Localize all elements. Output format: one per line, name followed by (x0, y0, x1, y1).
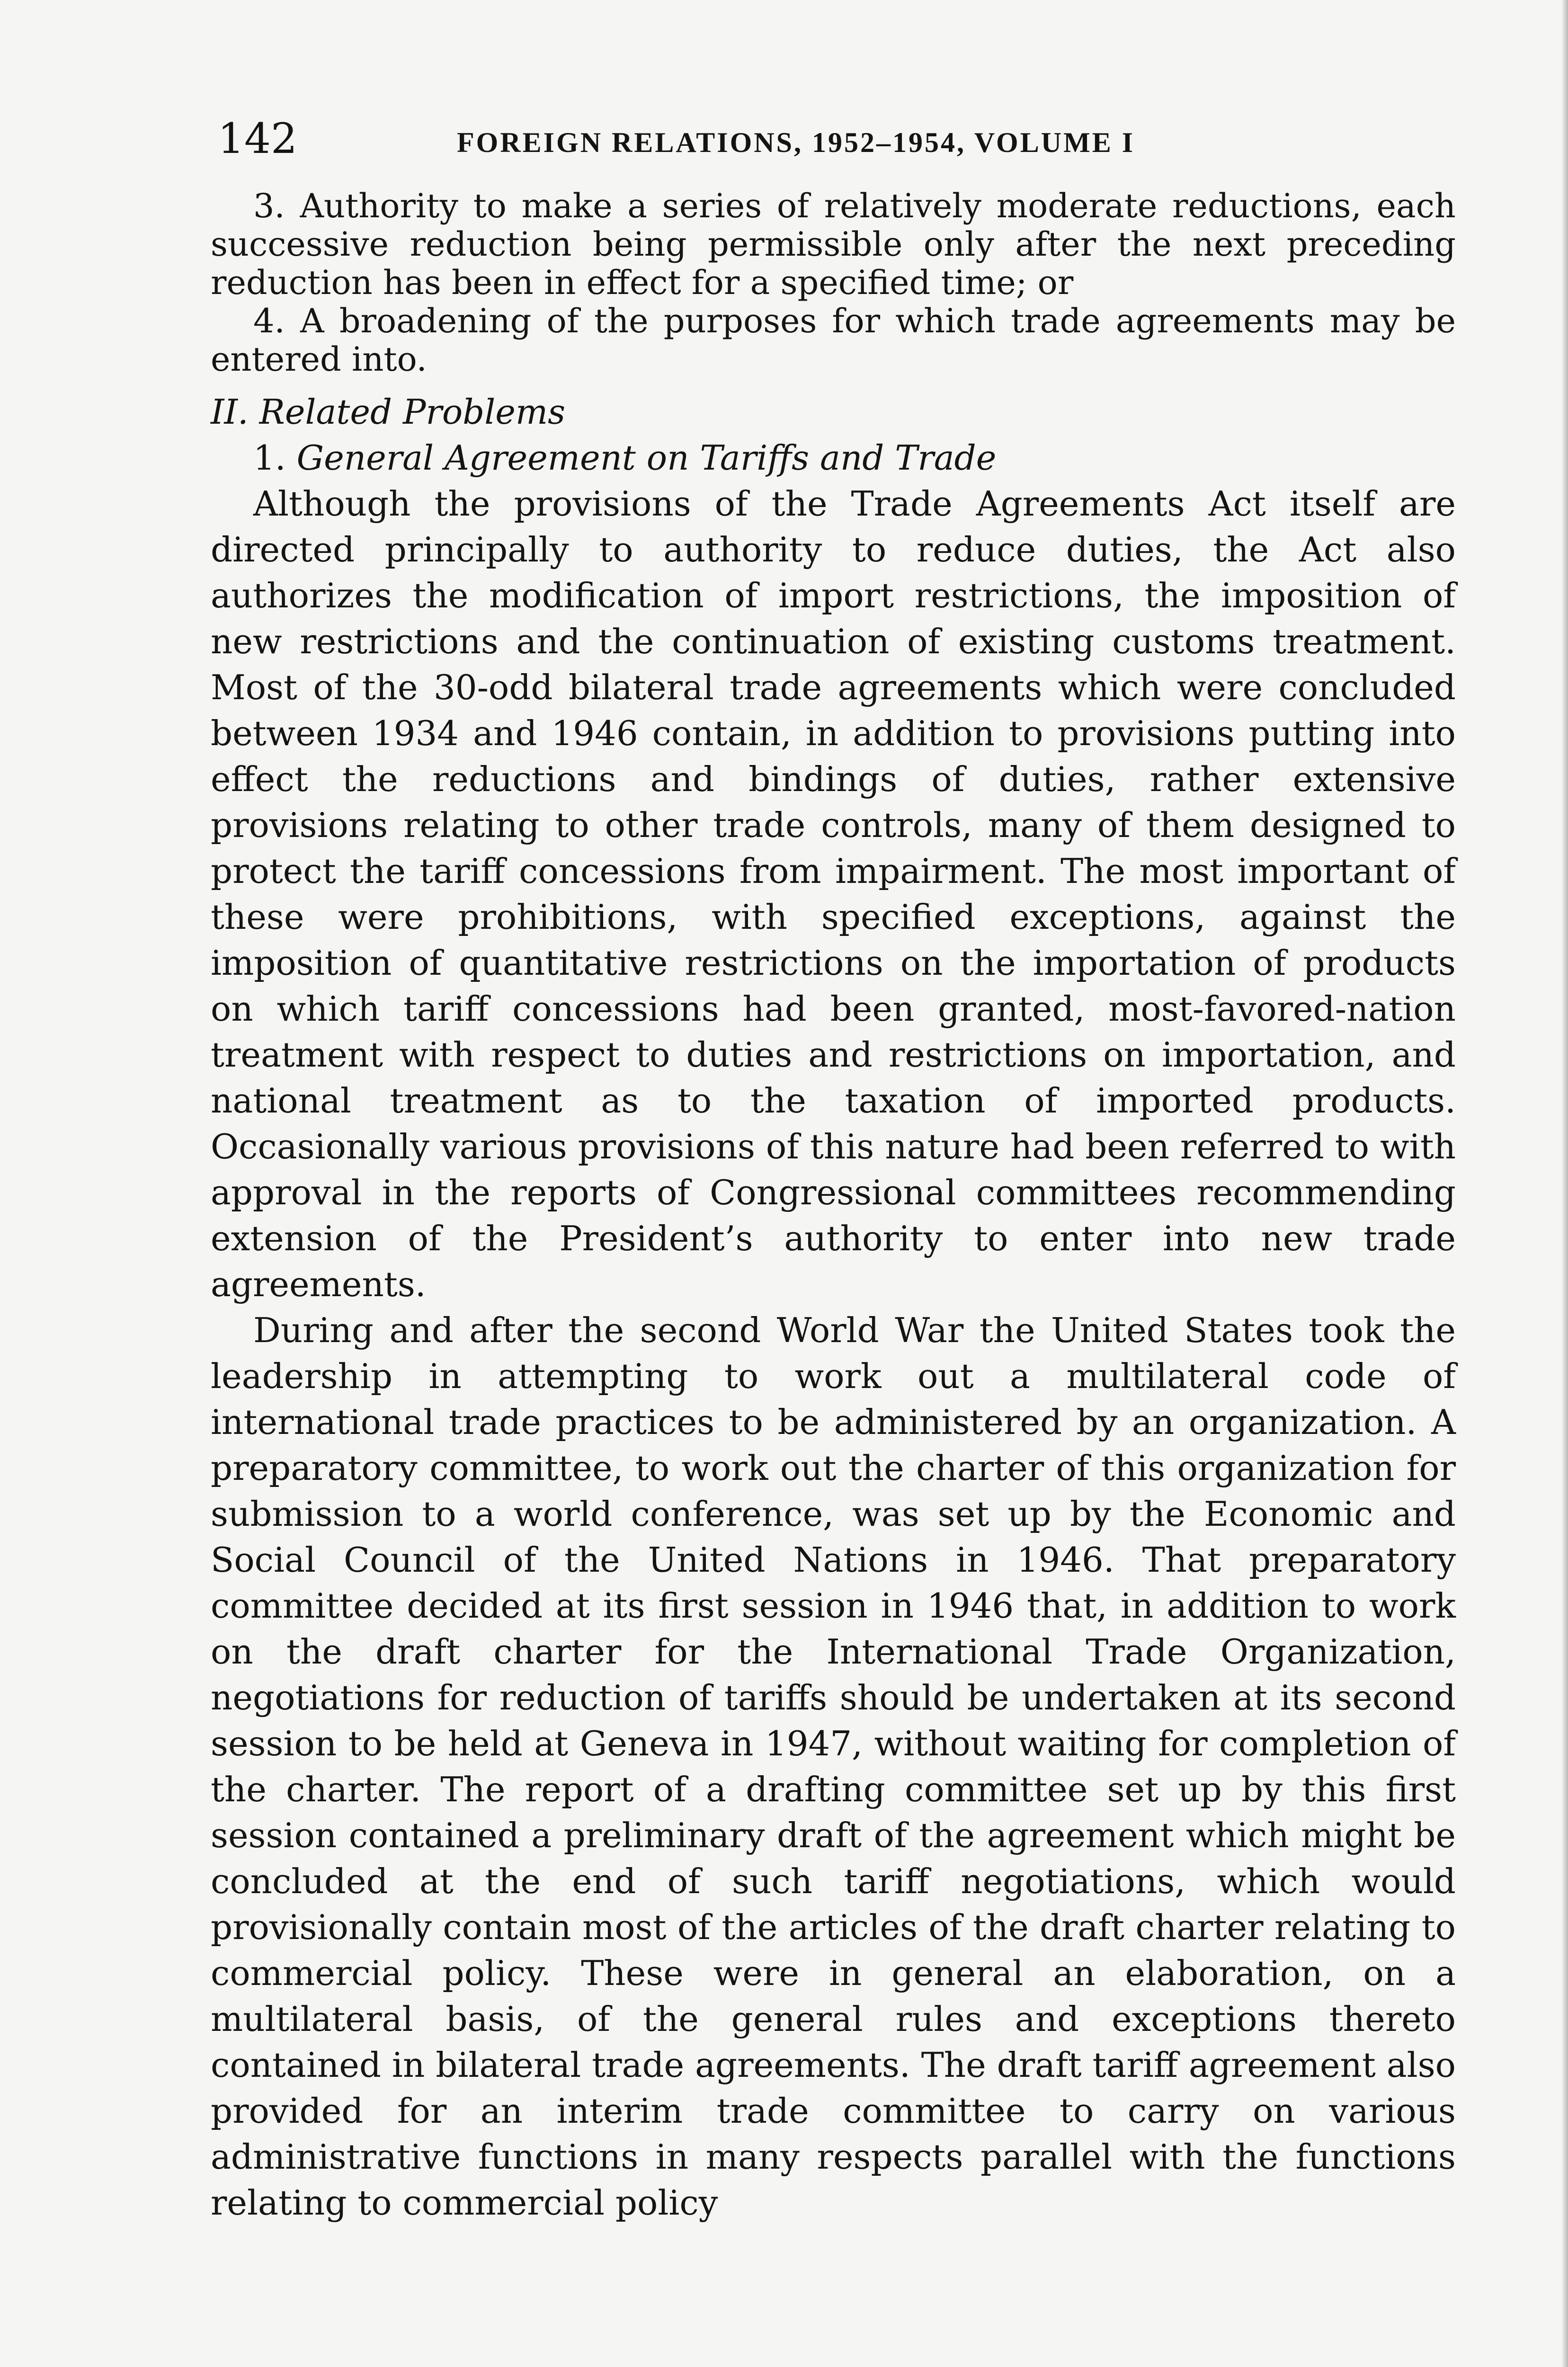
page-edge-shadow (1561, 0, 1568, 2367)
running-head: FOREIGN RELATIONS, 1952–1954, VOLUME I (457, 127, 1135, 158)
paragraph: Although the provisions of the Trade Agreements Act itself are directed principally to authority to reduce duties, the Act also authorizes the modification of import restrictions, the imposition of new restrictions and the continuation of existing customs treatment. Most of the 30-odd bilateral trade agreements which were concluded between 1934 and 1946 contain, in addition to provisions putting into effect the reductions and bindings of duties, rather extensive provisions relating to other trade controls, many of them designed to protect the tariff concessions from impairment. The most important of these were prohibitions, with specified exceptions, against the imposition of quantitative restrictions on the importation of products on which tariff concessions had been granted, most-favored-nation treatment with respect to duties and restrictions on importation, and national treatment as to the taxation of imported products. Occasionally various provisions of this nature had been referred to with approval in the reports of Congressional committees recommending extension of the President’s authority to enter into new trade agreements. (211, 484, 1456, 1304)
list-item-3: 3. Authority to make a series of relatively moderate reductions, each successive reduction being permissible only after the next preceding reduction has been in effect for a specified time; or (211, 187, 1456, 302)
subsection-heading (211, 435, 1456, 481)
subsection-title: General Agreement on Tariffs and Trade (296, 438, 997, 478)
section-heading: II. Related Problems (211, 392, 566, 432)
page-header (211, 113, 1456, 165)
list-item-4: 4. A broadening of the purposes for which trade agreements may be entered into. (211, 302, 1456, 379)
body-text (211, 187, 1456, 2226)
paragraph: During and after the second World War the United States took the leadership in attempting to work out a multilateral code of international trade practices to be administered by an organization. A preparatory committee, to work out the charter of this organization for submission to a world conference, was set up by the Economic and Social Council of the United Nations in 1946. That preparatory committee decided at its first session in 1946 that, in addition to work on the draft charter for the International Trade Organization, negotiations for reduction of tariffs should be undertaken at its second session to be held at Geneva in 1947, without waiting for completion of the charter. The report of a drafting committee set up by this first session contained a preliminary draft of the agreement which might be concluded at the end of such tariff negotiations, which would provisionally contain most of the articles of the draft charter relating to commercial policy. These were in general an elaboration, on a multilateral basis, of the general rules and exceptions thereto contained in bilateral trade agreements. The draft tariff agreement also provided for an interim trade committee to carry on various administrative functions in many respects parallel with the functions relating to commercial policy (211, 1310, 1456, 2223)
subsection-number: 1. (253, 438, 286, 478)
page-number: 142 (218, 114, 297, 163)
